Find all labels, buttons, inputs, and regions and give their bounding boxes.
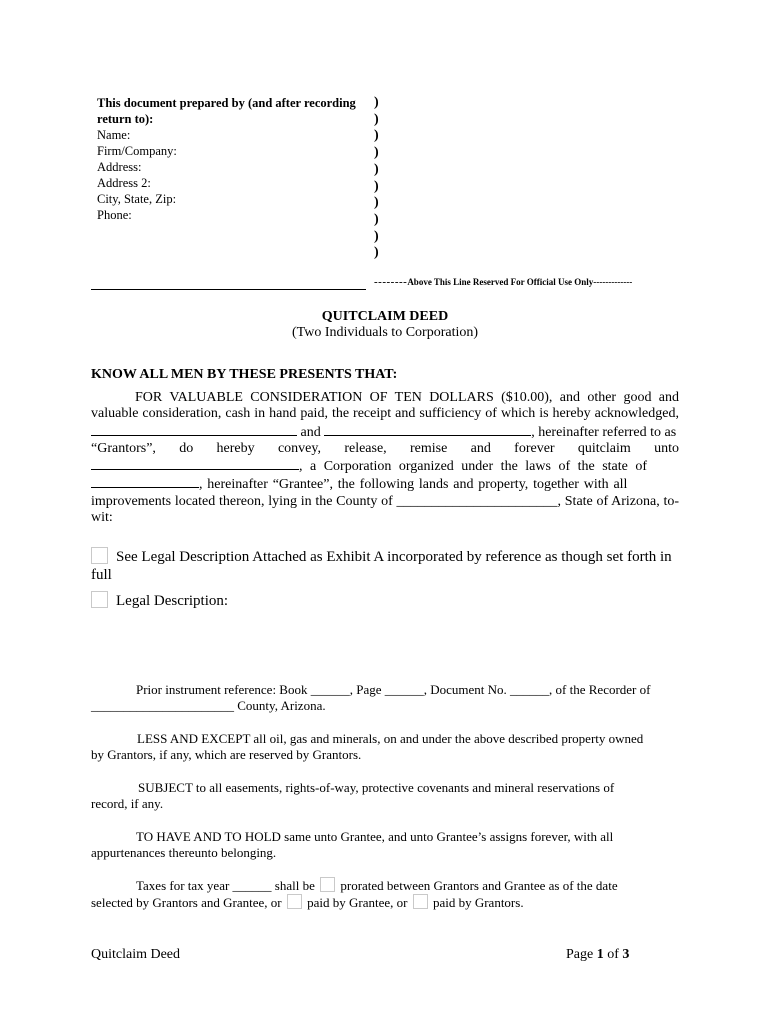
recording-divider <box>91 289 366 290</box>
taxes-text-2: prorated between Grantors and Grantee as of the date <box>340 878 618 893</box>
taxes-text-5: paid by Grantors. <box>432 895 524 910</box>
grantee-text: , hereinafter “Grantee”, the following lands and property, together with all <box>199 477 628 493</box>
legal-description-checkbox[interactable] <box>91 591 108 608</box>
paid-by-grantors-checkbox[interactable] <box>413 894 428 909</box>
exhibit-checkbox[interactable] <box>91 547 108 564</box>
consideration-line3 <box>91 423 679 441</box>
grantor1-name-blank[interactable] <box>91 423 297 436</box>
bracket: ) <box>374 145 379 161</box>
hereinafter-grantors-text: , hereinafter referred to as <box>531 424 677 440</box>
taxes-text-1: Taxes for tax year ______ shall be <box>136 878 315 893</box>
consideration-line7: improvements located thereon, lying in the County of _______________________, State of Arizona, to- <box>91 493 679 509</box>
and-text: and <box>300 424 321 440</box>
habendum-line1: TO HAVE AND TO HOLD same unto Grantee, and unto Grantee’s assigns forever, with all <box>136 829 614 844</box>
bracket: ) <box>374 178 379 194</box>
paid-by-grantee-checkbox[interactable] <box>287 894 302 909</box>
consideration-line4: “Grantors”, do hereby convey, release, remise and forever quitclaim unto <box>91 440 679 456</box>
reserved-dashes: -------- <box>374 276 408 288</box>
bracket: ) <box>374 95 379 110</box>
bracket-column <box>374 95 379 262</box>
page-current: 1 <box>596 947 604 962</box>
subject-paragraph <box>91 780 679 812</box>
state-blank[interactable] <box>91 475 199 488</box>
page-prefix: Page <box>566 947 597 962</box>
taxes-text-4: paid by Grantee, or <box>307 895 408 910</box>
consideration-paragraph <box>91 390 679 526</box>
taxes-text-3: selected by Grantors and Grantee, or <box>91 895 282 910</box>
less-except-line1: LESS AND EXCEPT all oil, gas and minerals, on and under the above described property owned <box>137 731 644 746</box>
firm-label: Firm/Company: <box>97 144 177 158</box>
document-subtitle: (Two Individuals to Corporation) <box>291 325 479 340</box>
subject-line2: record, if any. <box>91 796 164 811</box>
less-except-paragraph <box>91 731 679 763</box>
habendum-line2: appurtenances thereunto belonging. <box>91 845 277 860</box>
prior-line2: ______________________ County, Arizona. <box>91 698 326 713</box>
subject-line1: SUBJECT to all easements, rights-of-way, protective covenants and mineral reservations of <box>138 780 615 795</box>
preparer-heading-line1: This document prepared by (and after recording <box>97 96 356 110</box>
preparer-heading-line2: return to): <box>97 112 154 126</box>
less-except-line2: by Grantors, if any, which are reserved by Grantors. <box>91 747 362 762</box>
reserved-text: Above This Line Reserved For Official Use Only <box>407 277 594 287</box>
bracket: ) <box>374 211 379 227</box>
legal-description-label: Legal Description: <box>116 593 229 609</box>
page-of: of <box>603 947 623 962</box>
city-state-zip-label: City, State, Zip: <box>97 192 177 206</box>
taxes-line1 <box>91 877 679 894</box>
page-total: 3 <box>622 947 630 962</box>
prorated-checkbox[interactable] <box>320 877 335 892</box>
prior-line1: Prior instrument reference: Book ______, Page ______, Document No. ______, of the Recorder of <box>136 682 651 697</box>
document-title: QUITCLAIM DEED <box>321 309 449 324</box>
bracket: ) <box>374 111 379 127</box>
footer-title: Quitclaim Deed <box>91 947 181 962</box>
reserved-tail: ------------- <box>593 277 633 287</box>
corporation-text: , a Corporation organized under the laws of the state of <box>299 459 648 475</box>
habendum-paragraph <box>91 829 679 861</box>
bracket: ) <box>374 195 379 211</box>
bracket: ) <box>374 245 379 261</box>
legal-description-option <box>91 591 691 610</box>
consideration-line1: FOR VALUABLE CONSIDERATION OF TEN DOLLARS ($10.00), and other good and <box>135 390 679 405</box>
consideration-line8: wit: <box>91 510 113 526</box>
taxes-line2 <box>91 894 679 911</box>
bracket: ) <box>374 161 379 177</box>
reserved-line <box>374 276 632 288</box>
exhibit-text-line2: full <box>91 567 112 583</box>
bracket: ) <box>374 228 379 244</box>
preparer-block <box>97 95 365 223</box>
consideration-line5 <box>91 457 679 475</box>
name-label: Name: <box>97 128 131 142</box>
bracket: ) <box>374 128 379 144</box>
address2-label: Address 2: <box>97 176 151 190</box>
consideration-line2: valuable consideration, cash in hand paid, the receipt and sufficiency of which is hereby acknowledged, <box>91 406 679 422</box>
page-number <box>566 947 629 963</box>
corporation-name-blank[interactable] <box>91 457 299 470</box>
phone-label: Phone: <box>97 208 132 222</box>
grantor2-name-blank[interactable] <box>324 423 531 436</box>
address-label: Address: <box>97 160 142 174</box>
taxes-paragraph <box>91 877 679 911</box>
exhibit-text-line1: See Legal Description Attached as Exhibit A incorporated by reference as though set forth in <box>116 549 672 565</box>
know-all-men-heading: KNOW ALL MEN BY THESE PRESENTS THAT: <box>91 367 398 382</box>
prior-instrument-paragraph <box>91 682 679 714</box>
consideration-line6 <box>91 475 679 493</box>
exhibit-option <box>91 547 691 584</box>
